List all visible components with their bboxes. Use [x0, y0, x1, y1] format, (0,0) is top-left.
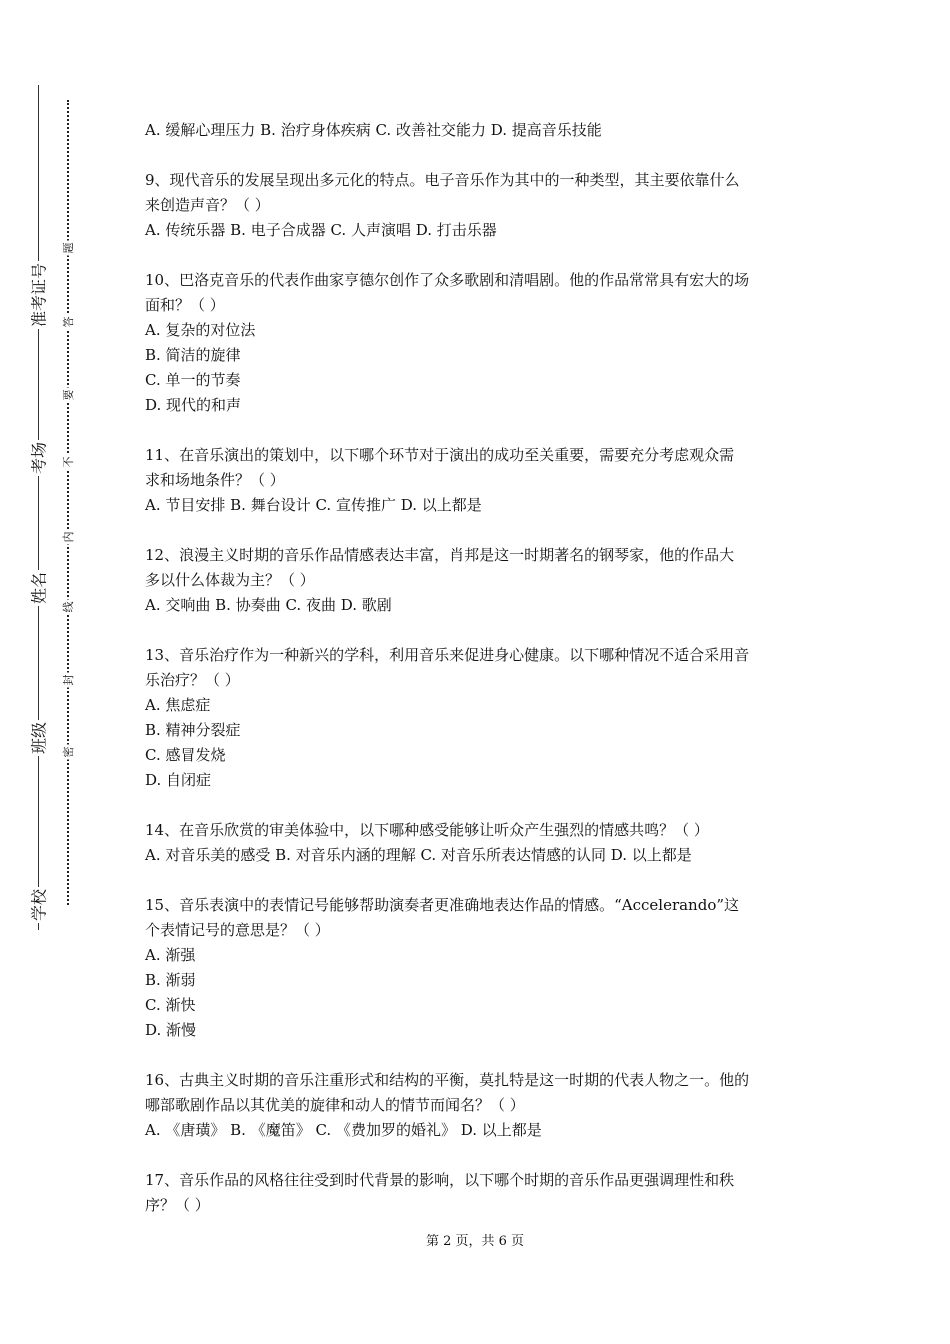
seal-char: 封 [62, 674, 75, 686]
school-label: 学校 [27, 887, 50, 923]
question-text: 乐治疗？（ ） [145, 671, 240, 689]
answer-options: A. 对音乐美的感受 B. 对音乐内涵的理解 C. 对音乐所表达情感的认同 D. 以上都是 [145, 846, 692, 864]
question-text: 个表情记号的意思是？（ ） [145, 921, 330, 939]
question-text: 15、音乐表演中的表情记号能够帮助演奏者更准确地表达作品的情感。“Accelerando”这 [145, 896, 740, 914]
question-text: 13、音乐治疗作为一种新兴的学科，利用音乐来促进身心健康。以下哪种情况不适合采用音 [145, 646, 750, 664]
answer-options: A. 焦虑症 [145, 696, 211, 714]
question-block [145, 1068, 825, 1143]
question-block [145, 268, 825, 418]
page-number: 第 2 页，共 6 页 [425, 1234, 525, 1249]
exam-id-label: 准考证号 [27, 261, 50, 329]
question-block [145, 893, 825, 1043]
seal-char: 线 [62, 601, 75, 613]
question-text: 14、在音乐欣赏的审美体验中，以下哪种感受能够让听众产生强烈的情感共鸣？（ ） [145, 821, 709, 839]
question-text: 12、浪漫主义时期的音乐作品情感表达丰富，肖邦是这一时期著名的钢琴家，他的作品大 [145, 546, 735, 564]
question-text: 11、在音乐演出的策划中，以下哪个环节对于演出的成功至关重要，需要充分考虑观众需 [145, 446, 735, 464]
answer-options: D. 渐慢 [145, 1021, 197, 1039]
question-text: 求和场地条件？（ ） [145, 471, 285, 489]
answer-options: B. 渐弱 [145, 971, 196, 989]
exam-room-label: 考场 [27, 440, 50, 476]
answer-options: A. 交响曲 B. 协奏曲 C. 夜曲 D. 歌剧 [145, 596, 392, 614]
question-text: 面和？（ ） [145, 296, 225, 314]
name-label: 姓名 [27, 570, 50, 606]
answer-options: B. 精神分裂症 [145, 721, 241, 739]
seal-char: 不 [62, 456, 75, 468]
class-label: 班级 [27, 720, 50, 756]
answer-options: D. 自闭症 [145, 771, 212, 789]
question-block [145, 1168, 825, 1218]
question-text: 哪部歌剧作品以其优美的旋律和动人的情节而闻名？（ ） [145, 1096, 525, 1114]
question-list [145, 118, 825, 1243]
seal-char: 密 [62, 746, 75, 758]
question-text: 多以什么体裁为主？（ ） [145, 571, 315, 589]
seal-dotted-line [67, 100, 69, 905]
question-block [145, 543, 825, 618]
question-text: 9、现代音乐的发展呈现出多元化的特点。电子音乐作为其中的一种类型，其主要依靠什么 [145, 171, 740, 189]
answer-options: B. 简洁的旋律 [145, 346, 241, 364]
answer-options: A. 《唐璜》 B. 《魔笛》 C. 《费加罗的婚礼》 D. 以上都是 [145, 1121, 542, 1139]
question-text: 来创造声音？（ ） [145, 196, 270, 214]
seal-char: 题 [62, 242, 75, 254]
binding-line [38, 85, 39, 930]
answer-options: A. 渐强 [145, 946, 196, 964]
seal-char: 内 [62, 531, 75, 543]
question-text: 10、巴洛克音乐的代表作曲家亨德尔创作了众多歌剧和清唱剧。他的作品常常具有宏大的场 [145, 271, 750, 289]
answer-options: C. 渐快 [145, 996, 196, 1014]
seal-char: 要 [62, 389, 75, 401]
answer-options: A. 复杂的对位法 [145, 321, 256, 339]
answer-options: D. 现代的和声 [145, 396, 242, 414]
question-block [145, 118, 825, 143]
answer-options: A. 节目安排 B. 舞台设计 C. 宣传推广 D. 以上都是 [145, 496, 482, 514]
answer-options: C. 感冒发烧 [145, 746, 226, 764]
answer-options: A. 缓解心理压力 B. 治疗身体疾病 C. 改善社交能力 D. 提高音乐技能 [145, 121, 602, 139]
question-block [145, 168, 825, 243]
question-text: 序？（ ） [145, 1196, 210, 1214]
seal-char: 答 [62, 316, 75, 328]
question-block [145, 818, 825, 868]
question-block [145, 643, 825, 793]
question-text: 16、古典主义时期的音乐注重形式和结构的平衡，莫扎特是这一时期的代表人物之一。他的 [145, 1071, 750, 1089]
answer-options: C. 单一的节奏 [145, 371, 241, 389]
answer-options: A. 传统乐器 B. 电子合成器 C. 人声演唱 D. 打击乐器 [145, 221, 497, 239]
question-text: 17、音乐作品的风格往往受到时代背景的影响，以下哪个时期的音乐作品更强调理性和秩 [145, 1171, 735, 1189]
question-block [145, 443, 825, 518]
